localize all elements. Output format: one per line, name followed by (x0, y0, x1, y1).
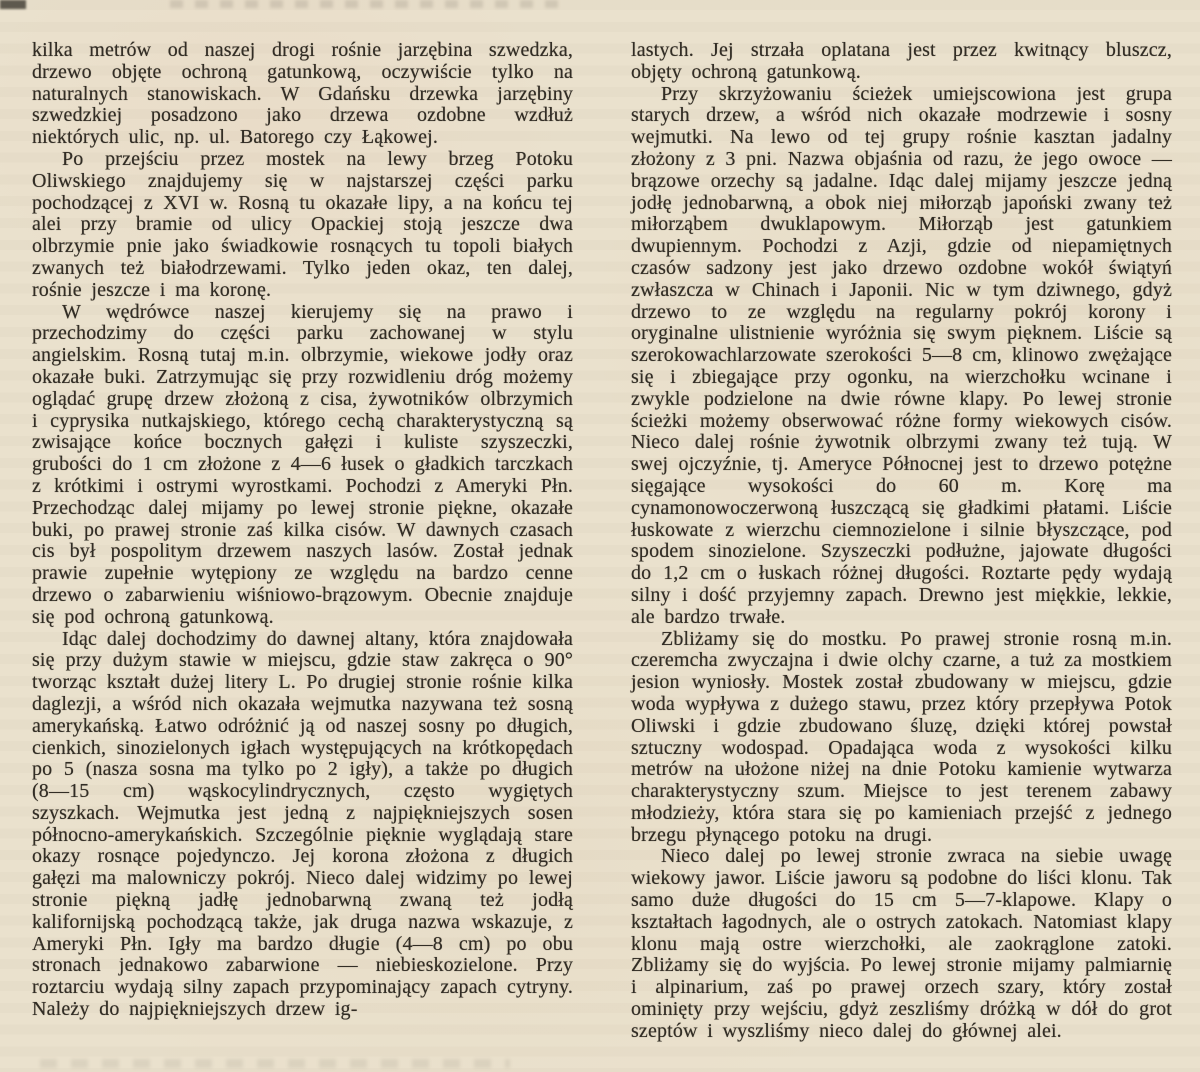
scan-artifact-top-edge (170, 0, 560, 8)
paragraph: Przy skrzyżowaniu ścieżek umiejscowiona jest grupa starych drzew, a wśród nich okazałe modrzewie i sosny wejmutki. Na lewo od tej grupy rośnie kasztan jadalny złożony z 3 pni. Nazwa objaśnia od razu, że jego owoce — brązowe orzechy są jadalne. Idąc dalej mijamy jeszcze jedną jodłę jednobarwną, a obok niej miłorząb japoński zwany też miłorząbem dwuklapowym. Miłorząb jest gatunkiem dwupiennym. Pochodzi z Azji, gdzie od niepamiętnych czasów sadzony jest jako drzewo ozdobne wokół świątyń zwłaszcza w Chinach i Japonii. Nic w tym dziwnego, gdyż drzewo to ze względu na regularny pokrój korony i oryginalne ulistnienie wyróżnia się swym pięknem. Liście są szerokowachlarzowate szerokości 5—8 cm, klinowo zwężające się i zbiegające przy ogonku, na wierzchołku wcinane i zwykle podzielone na dwie równe klapy. Po lewej stronie ścieżki możemy obserwować różne formy wiekowych cisów. Nieco dalej rośnie żywotnik olbrzymi zwany też tują. W swej ojczyźnie, tj. Ameryce Północnej jest to drzewo potężne sięgające wysokości do 60 m. Korę ma cynamonowoczerwoną łuszczącą się gładkimi płatami. Liście łuskowate z wierzchu ciemnozielone i silnie błyszczące, pod spodem sinozielone. Szyszeczki podłużne, jajowate długości do 1,2 cm o łuskach różnej długości. Roztarte pędy wydają silny i dość przyjemny zapach. Drewno jest miękkie, lekkie, ale bardzo trwałe. (631, 82, 1172, 628)
right-column (631, 40, 1172, 1043)
left-column (32, 40, 573, 1043)
scan-artifact-bottom-edge (40, 1059, 510, 1068)
paragraph: Nieco dalej po lewej stronie zwraca na siebie uwagę wiekowy jawor. Liście jaworu są podobne do liści klonu. Tak samo duże długości do 15 cm 5—7-klapowe. Klapy o kształtach łagodnych, ale o ostrych zatokach. Natomiast klapy klonu mają ostre wierzchołki, ale zaokrąglone zatoki. Zbliżamy się do wyjścia. Po lewej stronie mijamy palmiarnię i alpinarium, zaś po prawej orzech szary, który został ominięty przy wejściu, gdyż zeszliśmy dróżką w dół do grot szeptów i wyszliśmy nieco dalej do głównej alei. (631, 845, 1172, 1042)
text-columns (32, 40, 1172, 1043)
paragraph: kilka metrów od naszej drogi rośnie jarzębina szwedzka, drzewo objęte ochroną gatunkową, oczywiście tylko na naturalnych stanowiskach. W Gdańsku drzewka jarzębiny szwedzkiej posadzono jako drzewa ozdobne wzdłuż niektórych ulic, np. ul. Batorego czy Łąkowej. (32, 39, 573, 149)
paragraph: Zbliżamy się do mostku. Po prawej stronie rosną m.in. czeremcha zwyczajna i dwie olchy czarne, a tuż za mostkiem jesion wyniosły. Mostek został zbudowany w miejscu, gdzie woda wypływa z dużego stawu, przez który przepływa Potok Oliwski i gdzie zbudowano śluzę, dzięki której powstał sztuczny wodospad. Opadająca woda z wysokości kilku metrów na ułożone niżej na dnie Potoku kamienie wytwarza charakterystyczny szum. Miejsce to jest terenem zabawy młodzieży, która stara się po kamieniach przejść z jednego brzegu płynącego potoku na drugi. (631, 627, 1172, 846)
paragraph: Po przejściu przez mostek na lewy brzeg Potoku Oliwskiego znajdujemy się w najstarszej części parku pochodzącej z XVI w. Rosną tu okazałe lipy, a na końcu tej alei przy bramie od ulicy Opackiej stoją jeszcze dwa olbrzymie pnie jako świadkowie rosnących tu topoli białych zwanych też białodrzewami. Tylko jeden okaz, ten dalej, rośnie jeszcze i ma koronę. (32, 147, 573, 301)
scan-artifact-top-left (0, 0, 26, 9)
paragraph: lastych. Jej strzała oplatana jest przez kwitnący bluszcz, objęty ochroną gatunkową. (631, 39, 1172, 83)
paragraph: W wędrówce naszej kierujemy się na prawo i przechodzimy do części parku zachowanej w stylu angielskim. Rosną tutaj m.in. olbrzymie, wiekowe jodły oraz okazałe buki. Zatrzymując się przy rozwidleniu dróg możemy oglądać grupę drzew złożoną z cisa, żywotników olbrzymich i cyprysika nutkajskiego, którego cechą charakterystyczną są zwisające końce bocznych gałęzi i kuliste szyszeczki, grubości do 1 cm złożone z 4—6 łusek o gładkich tarczkach z krótkimi i ostrymi wyrostkami. Pochodzi z Ameryki Płn. Przechodząc dalej mijamy po lewej stronie piękne, okazałe buki, po prawej stronie zaś kilka cisów. W dawnych czasach cis był pospolitym drzewem naszych lasów. Został jednak prawie zupełnie wytępiony ze względu na bardzo cenne drzewo o zabarwieniu wiśniowo-brązowym. Obecnie znajduje się pod ochroną gatunkową. (32, 300, 573, 628)
paragraph: Idąc dalej dochodzimy do dawnej altany, która znajdowała się przy dużym stawie w miejscu, gdzie staw zakręca o 90° tworząc kształt dużej litery L. Po drugiej stronie rośnie kilka daglezji, a wśród nich okazała wejmutka nazywana też sosną amerykańską. Łatwo odróżnić ją od naszej sosny po długich, cienkich, sinozielonych igłach występujących na krótkopędach po 5 (nasza sosna ma tylko po 2 igły), a także po długich (8—15 cm) wąskocylindrycznych, często wygiętych szyszkach. Wejmutka jest jedną z najpiękniejszych sosen północno-amerykańskich. Szczególnie pięknie wyglądają stare okazy rosnące pojedynczo. Jej korona złożona z długich gałęzi ma malowniczy pokrój. Nieco dalej widzimy po lewej stronie piękną jadłę jednobarwną zwaną też jodłą kalifornijską pochodzącą także, jak druga nazwa wskazuje, z Ameryki Płn. Igły ma bardzo długie (4—8 cm) po obu stronach jednakowo zabarwione — niebieskozielone. Przy roztarciu wydają silny zapach przypominający zapach cytryny. Należy do najpiękniejszych drzew ig- (32, 627, 573, 1021)
